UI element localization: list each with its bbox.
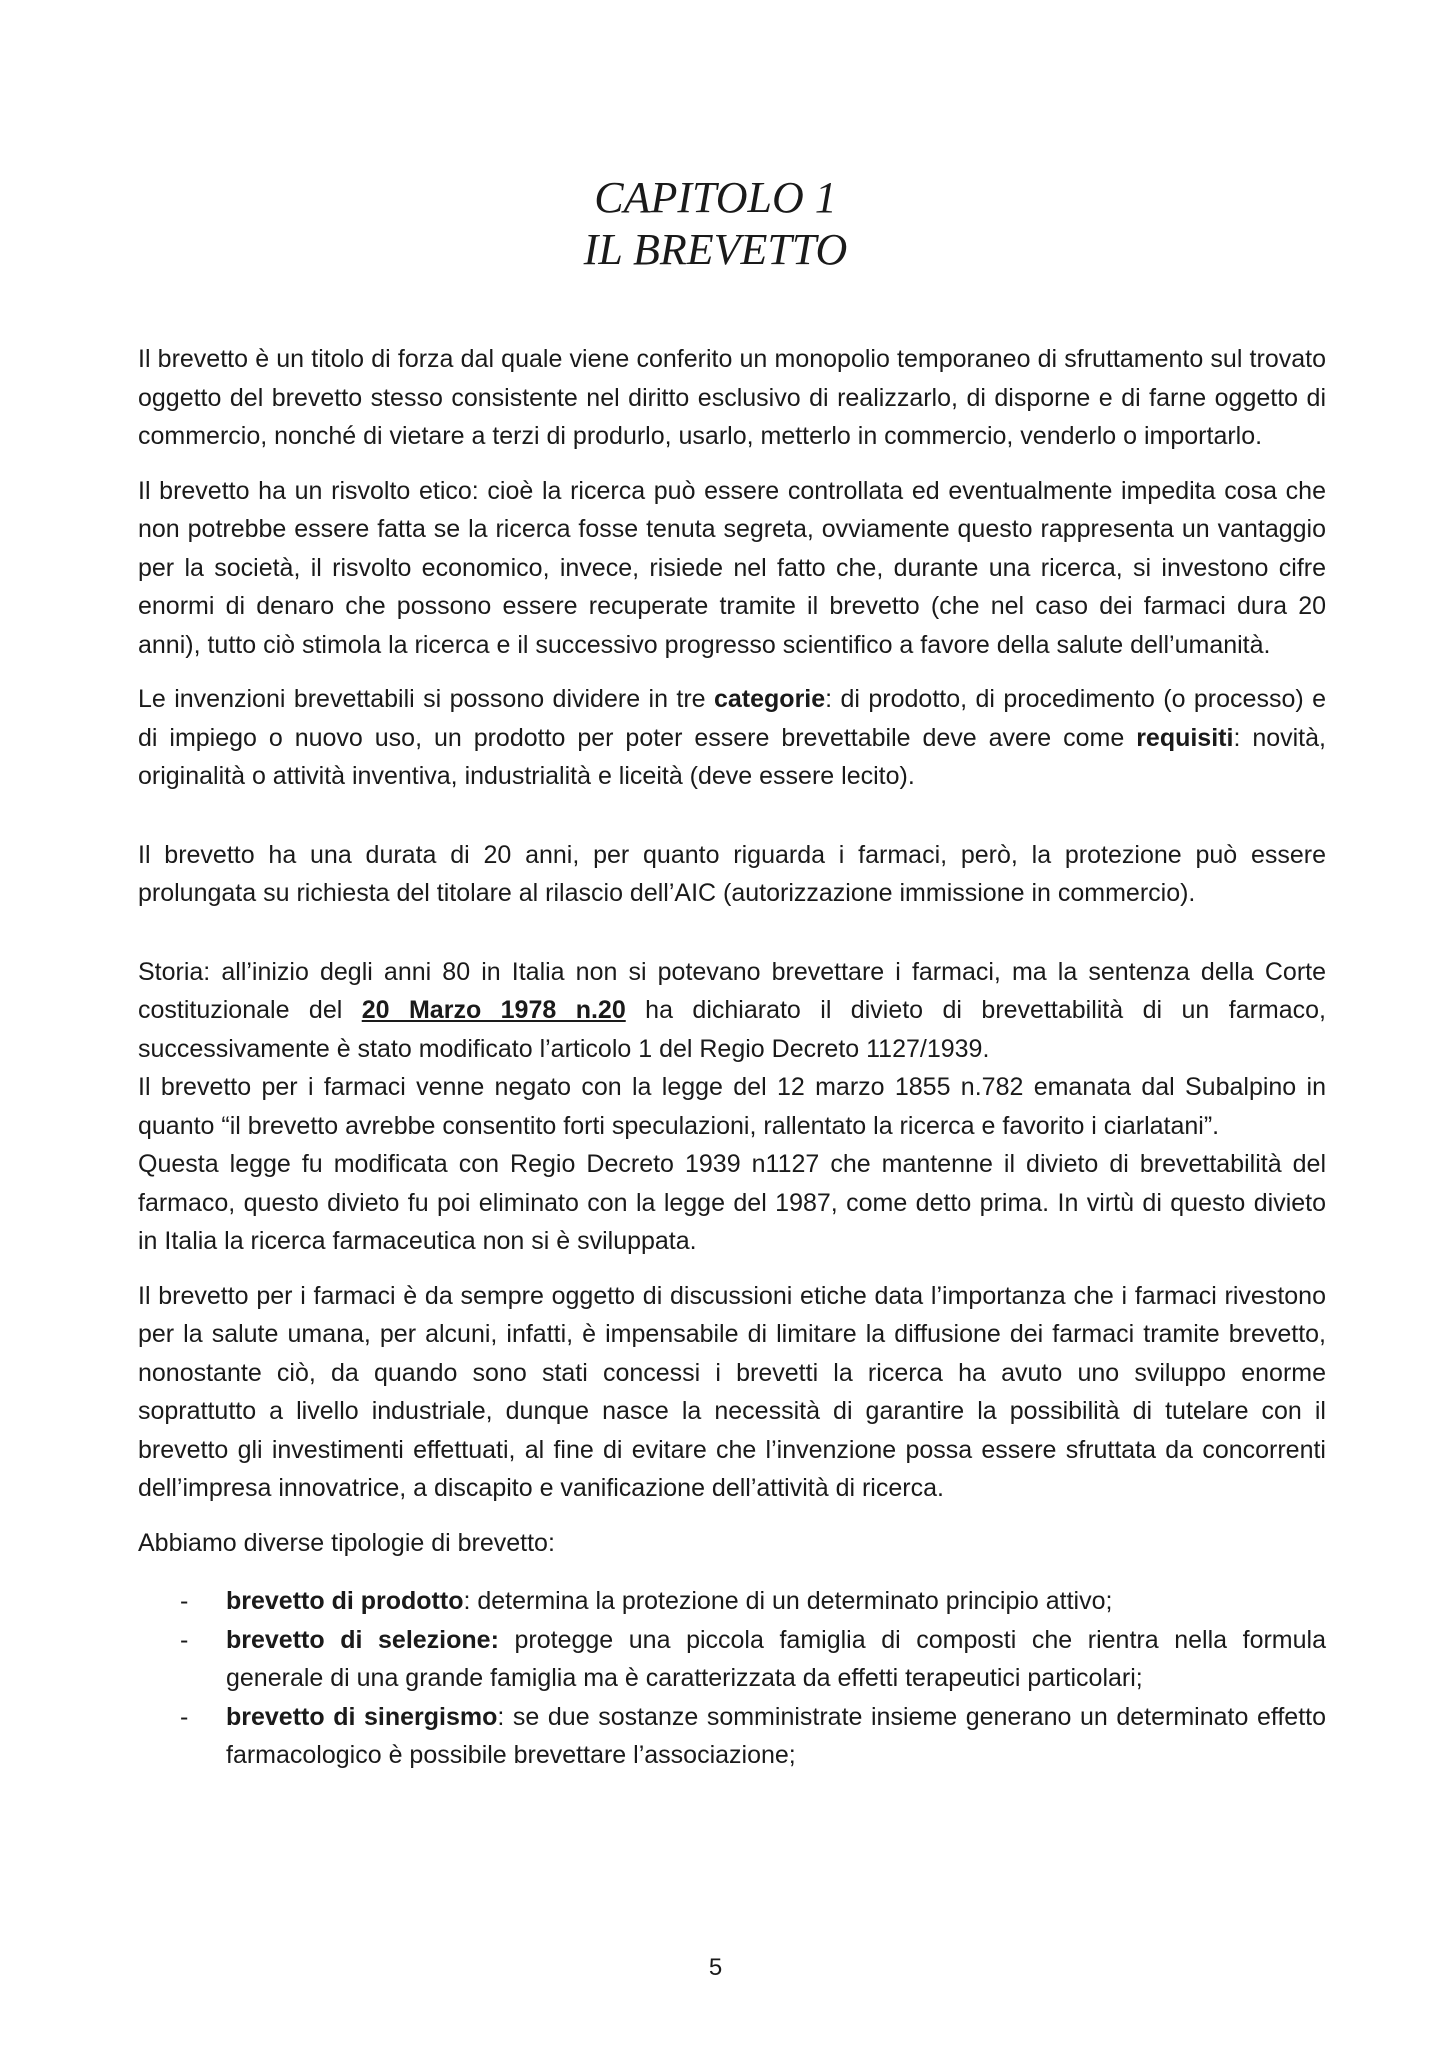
list-item-term: brevetto di prodotto xyxy=(226,1587,464,1615)
list-item xyxy=(138,1582,1326,1621)
paragraph-definition: Il brevetto è un titolo di forza dal quale viene conferito un monopolio temporaneo di sfruttamento sul trovato oggetto del brevetto stesso consistente nel diritto esclusivo di realizzarlo, di disporne e di farne oggetto di commercio, nonché di vietare a terzi di produrlo, usarlo, metterlo in commercio, venderlo o importarlo. xyxy=(138,345,1326,450)
list-item xyxy=(138,1621,1326,1698)
chapter-number: CAPITOLO 1 xyxy=(594,173,837,222)
list-dash: - xyxy=(180,1587,189,1615)
paragraph-ethical-discussion: Il brevetto per i farmaci è da sempre oggetto di discussioni etiche data l’importanza che i farmaci rivestono per la salute umana, per alcuni, infatti, è impensabile di limitare la diffusione dei farmaci tramite brevetto, nonostante ciò, da quando sono stati concessi i brevetti la ricerca ha avuto uno sviluppo enorme soprattutto a livello industriale, dunque nasce la necessità di garantire la possibilità di tutelare con il brevetto gli investimenti effettuati, al fine di evitare che l’invenzione possa essere sfruttata da concorrenti dell’impresa innovatrice, a discapito e vanificazione dell’attività di ricerca. xyxy=(138,1281,1326,1502)
list-dash: - xyxy=(180,1702,189,1731)
list-dash: - xyxy=(180,1625,189,1654)
list-item-term: brevetto di sinergismo xyxy=(226,1702,498,1731)
page-number: 5 xyxy=(708,1954,723,1981)
sentence-date: 20 Marzo 1978 n.20 xyxy=(361,996,626,1024)
paragraph-law-1939: Questa legge fu modificata con Regio Decreto 1939 n1127 che mantenne il divieto di brevettabilità del farmaco, questo divieto fu poi eliminato con la legge del 1987, come detto prima. In virtù di questo divieto in Italia la ricerca farmaceutica non si è sviluppata. xyxy=(138,1150,1326,1255)
patent-types-list xyxy=(138,1582,1326,1775)
list-item-text: : se due sostanze somministrate insieme generano un determinato effetto farmacologico è possibile brevettare l’associazione; xyxy=(226,1702,1326,1769)
paragraph-law-1855: Il brevetto per i farmaci venne negato con la legge del 12 marzo 1855 n.782 emanata dal Subalpino in quanto “il brevetto avrebbe consentito forti speculazioni, rallentato la ricerca e favorito i ciarlatani”. xyxy=(138,1073,1326,1140)
list-item xyxy=(138,1698,1326,1775)
list-item-text: protegge una piccola famiglia di composti che rientra nella formula generale di una grande famiglia ma è caratterizzata da effetti terapeutici particolari; xyxy=(226,1625,1326,1692)
body-text xyxy=(138,340,1326,1775)
paragraph-types-intro: Abbiamo diverse tipologie di brevetto: xyxy=(138,1528,555,1557)
paragraph-history: Storia: all’inizio degli anni 80 in Italia non si potevano brevettare i farmaci, ma la sentenza della Corte costituzionale del 20 Marzo 1978 n.20 ha dichiarato il divieto di brevettabilità di un farmaco, successivamente è stato modificato l’articolo 1 del Regio Decreto 1127/1939. xyxy=(138,957,1327,1063)
term-categorie: categorie xyxy=(713,685,826,713)
paragraph-categories: Le invenzioni brevettabili si possono dividere in tre categorie: di prodotto, di procedimento (o processo) e di impiego o nuovo uso, un prodotto per poter essere brevettabile deve avere come requisiti: novità, originalità o attività inventiva, industrialità e liceità (deve essere lecito). xyxy=(138,685,1326,790)
paragraph-ethics: Il brevetto ha un risvolto etico: cioè la ricerca può essere controllata ed eventualmente impedita cosa che non potrebbe essere fatta se la ricerca fosse tenuta segreta, ovviamente questo rappresenta un vantaggio per la società, il risvolto economico, invece, risiede nel fatto che, durante una ricerca, si investono cifre enormi di denaro che possono essere recuperate tramite il brevetto (che nel caso dei farmaci dura 20 anni), tutto ciò stimola la ricerca e il successivo progresso scientifico a favore della salute dell’umanità. xyxy=(138,476,1326,659)
paragraph-duration: Il brevetto ha una durata di 20 anni, per quanto riguarda i farmaci, però, la protezione può essere prolungata su richiesta del titolare al rilascio dell’AIC (autorizzazione immissione in commercio). xyxy=(138,840,1326,907)
list-item-term: brevetto di selezione: xyxy=(226,1625,499,1654)
chapter-title: IL BREVETTO xyxy=(583,225,848,274)
chapter-heading xyxy=(0,172,1431,276)
list-item-text: : determina la protezione di un determinato principio attivo; xyxy=(463,1587,1113,1615)
term-requisiti: requisiti xyxy=(1136,723,1234,752)
